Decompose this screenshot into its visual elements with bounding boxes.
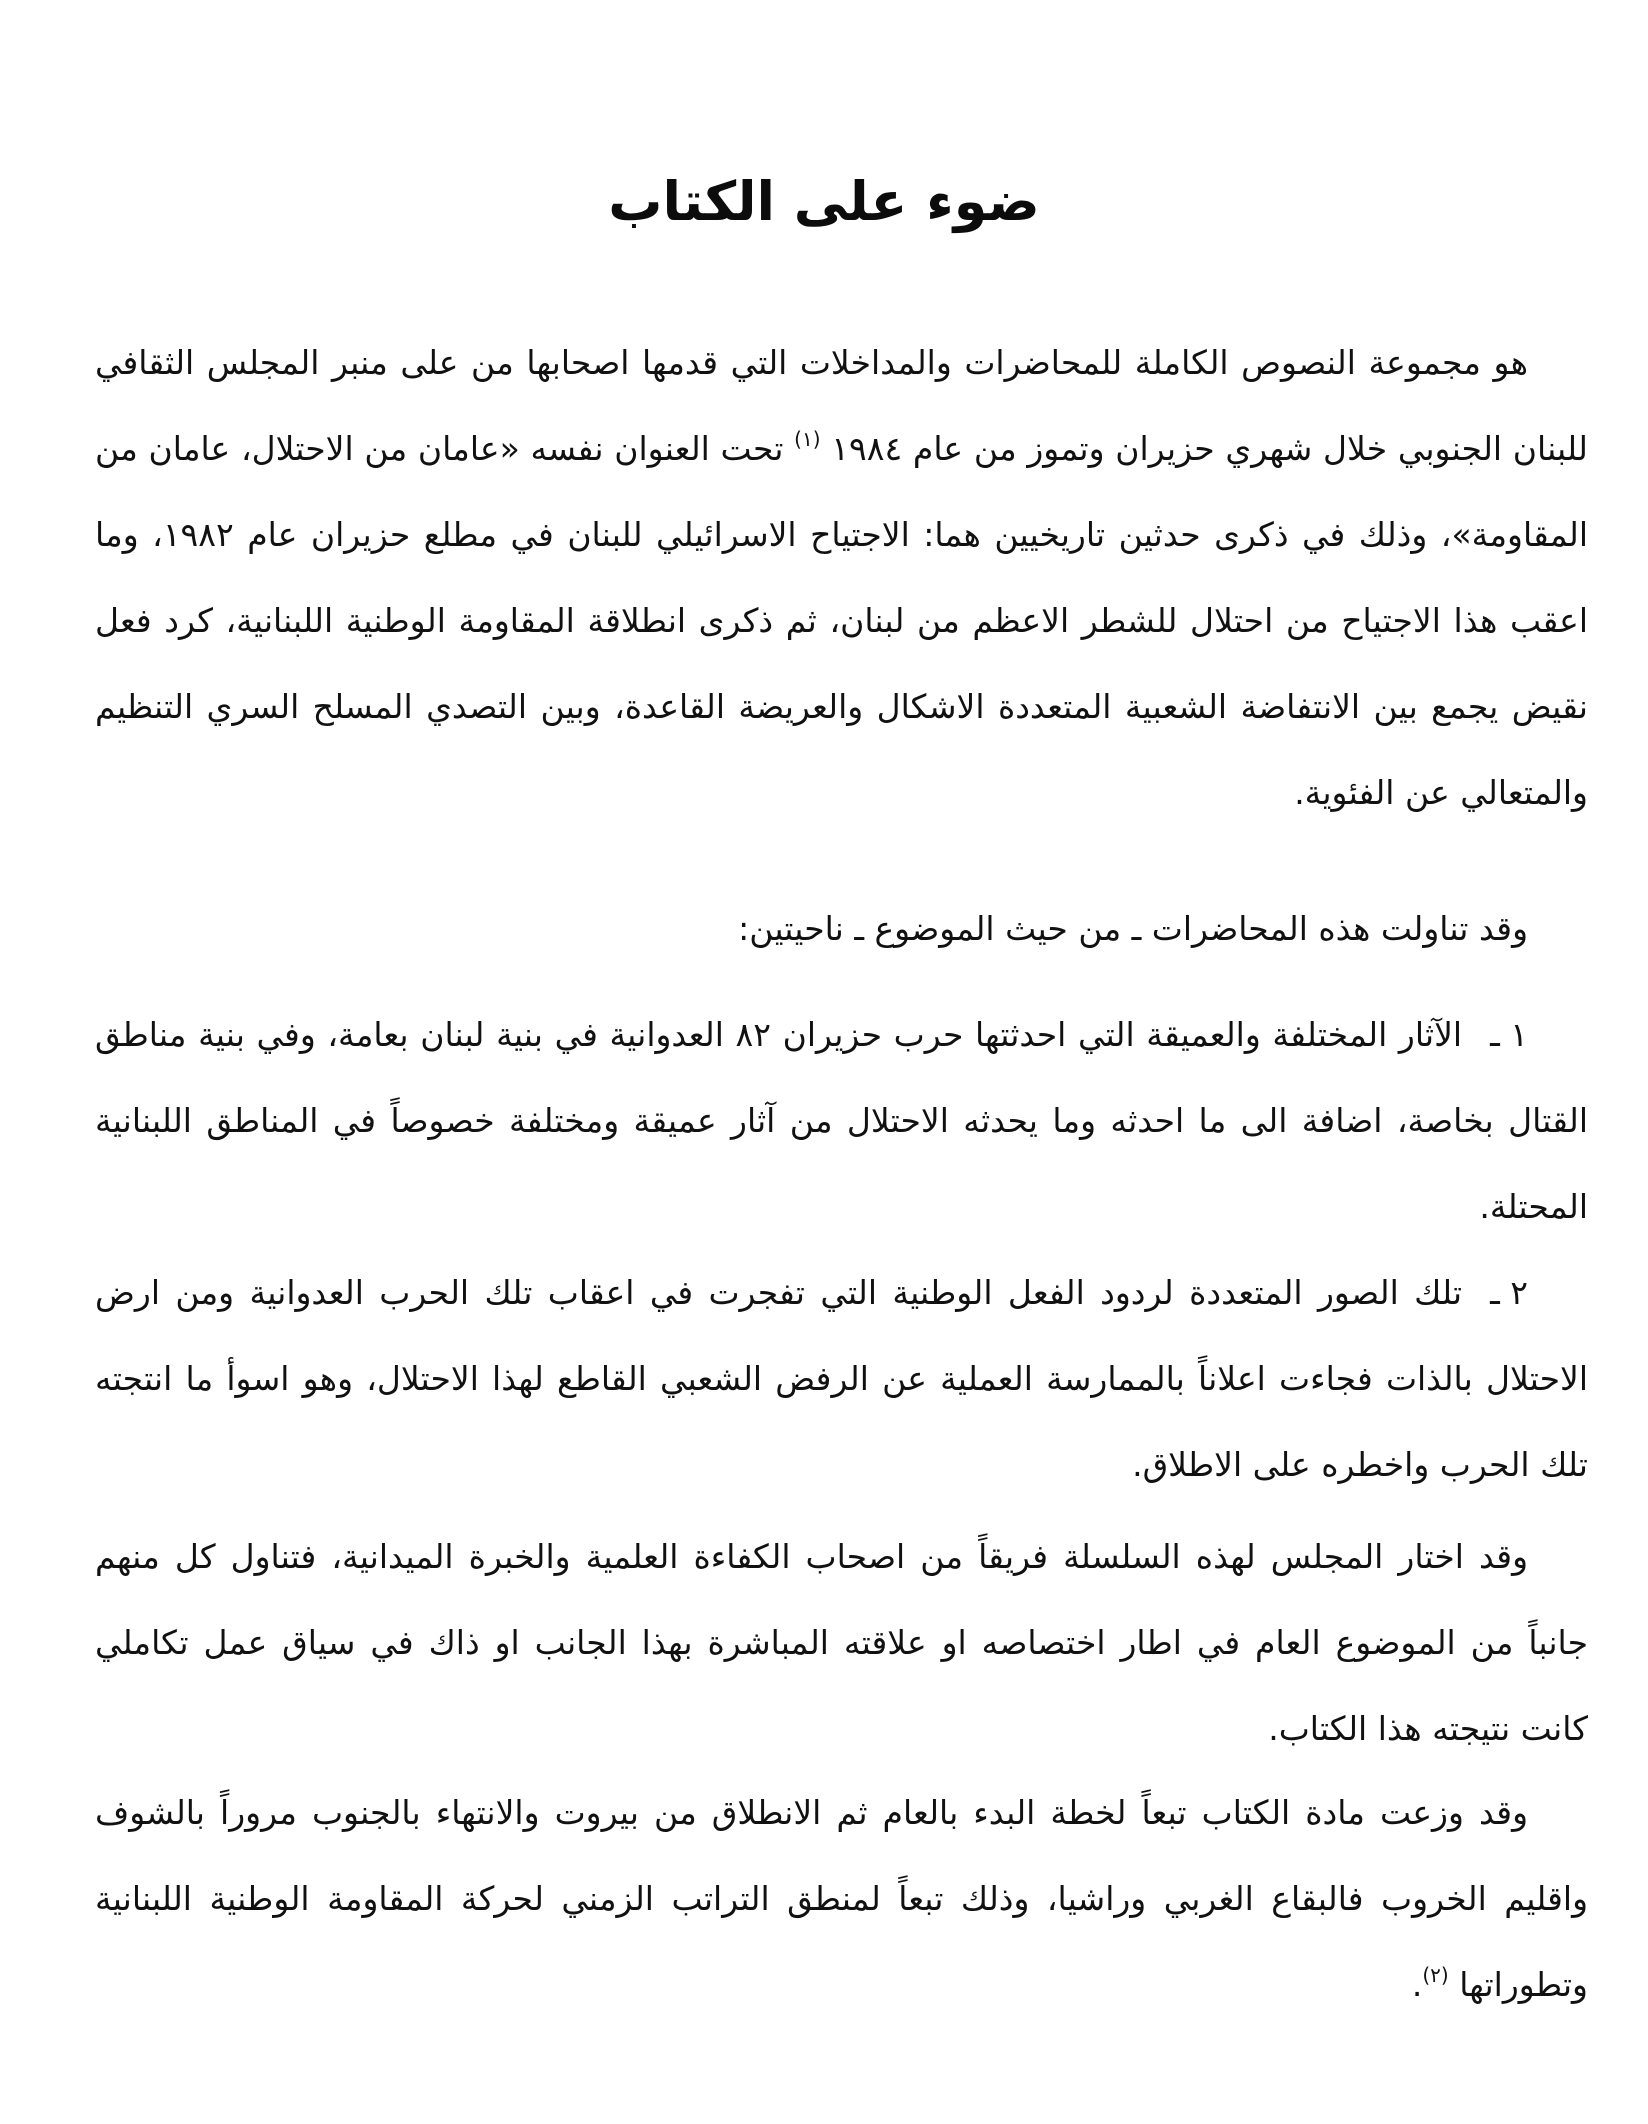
list-item-number: ١ ـ (1490, 1015, 1528, 1054)
paragraph-intro (95, 320, 1588, 836)
list-item-text: الآثار المختلفة والعميقة التي احدثتها حرب حزيران ٨٢ العدوانية في بنية لبنان بعامة، وفي بنية مناطق القتال بخاصة، اضافة الى ما احدثه وما يحدثه الاحتلال من آثار عميقة ومختلفة خصوصاً في المناطق اللبنانية المحتلة. (95, 1015, 1588, 1226)
paragraph-intro-continuation: تحت العنوان نفسه «عامان من الاحتلال، عامان من المقاومة»، وذلك في ذكرى حدثين تاريخيين هما: الاجتياح الاسرائيلي للبنان في مطلع حزيران عام ١٩٨٢، وما اعقب هذا الاجتياح من احتلال للشطر الاعظم من لبنان، ثم ذكرى انطلاقة المقاومة الوطنية اللبنانية، كرد فعل نقيض يجمع بين الانتفاضة الشعبية المتعددة الاشكال والعريضة القاعدة، وبين التصدي المسلح السري التنظيم والمتعالي عن الفئوية. (95, 429, 1589, 812)
paragraph-structure-end: . (1411, 1965, 1423, 2004)
footnote-marker-2: (٢) (1422, 1963, 1449, 1987)
paragraph-structure-text: وقد وزعت مادة الكتاب تبعاً لخطة البدء بالعام ثم الانطلاق من بيروت والانتهاء بالجنوب مروراً بالشوف واقليم الخروب فالبقاع الغربي وراشيا، وذلك تبعاً لمنطق التراتب الزمني لحركة المقاومة الوطنية اللبنانية وتطوراتها (95, 1793, 1588, 2004)
paragraph-structure (95, 1770, 1588, 2028)
list-item-number: ٢ ـ (1490, 1273, 1528, 1312)
list-item (95, 1250, 1588, 1508)
page-title: ضوء على الكتاب (608, 170, 1040, 233)
paragraph-team: وقد اختار المجلس لهذه السلسلة فريقاً من اصحاب الكفاءة العلمية والخبرة الميدانية، فتناول كل منهم جانباً من الموضوع العام في اطار اختصاصه او علاقته المباشرة بهذا الجانب او ذاك في سياق عمل تكاملي كانت نتيجته هذا الكتاب. (95, 1537, 1588, 1748)
footnote-marker-1: (١) (794, 427, 821, 451)
paragraph-intro-text: هو مجموعة النصوص الكاملة للمحاضرات والمداخلات التي قدمها اصحابها من على منبر المجلس الثقافي للبنان الجنوبي خلال شهري حزيران وتموز من عام ١٩٨٤ (95, 343, 1588, 468)
topics-intro-line: وقد تناولت هذه المحاضرات ـ من حيث الموضوع ـ ناحيتين: (738, 909, 1528, 948)
list-item (95, 992, 1588, 1250)
list-item-text: تلك الصور المتعددة لردود الفعل الوطنية التي تفجرت في اعقاب تلك الحرب العدوانية ومن ارض الاحتلال بالذات فجاءت اعلاناً بالممارسة العملية عن الرفض الشعبي القاطع لهذا الاحتلال، وهو اسوأ ما انتجته تلك الحرب واخطره على الاطلاق. (95, 1273, 1588, 1484)
